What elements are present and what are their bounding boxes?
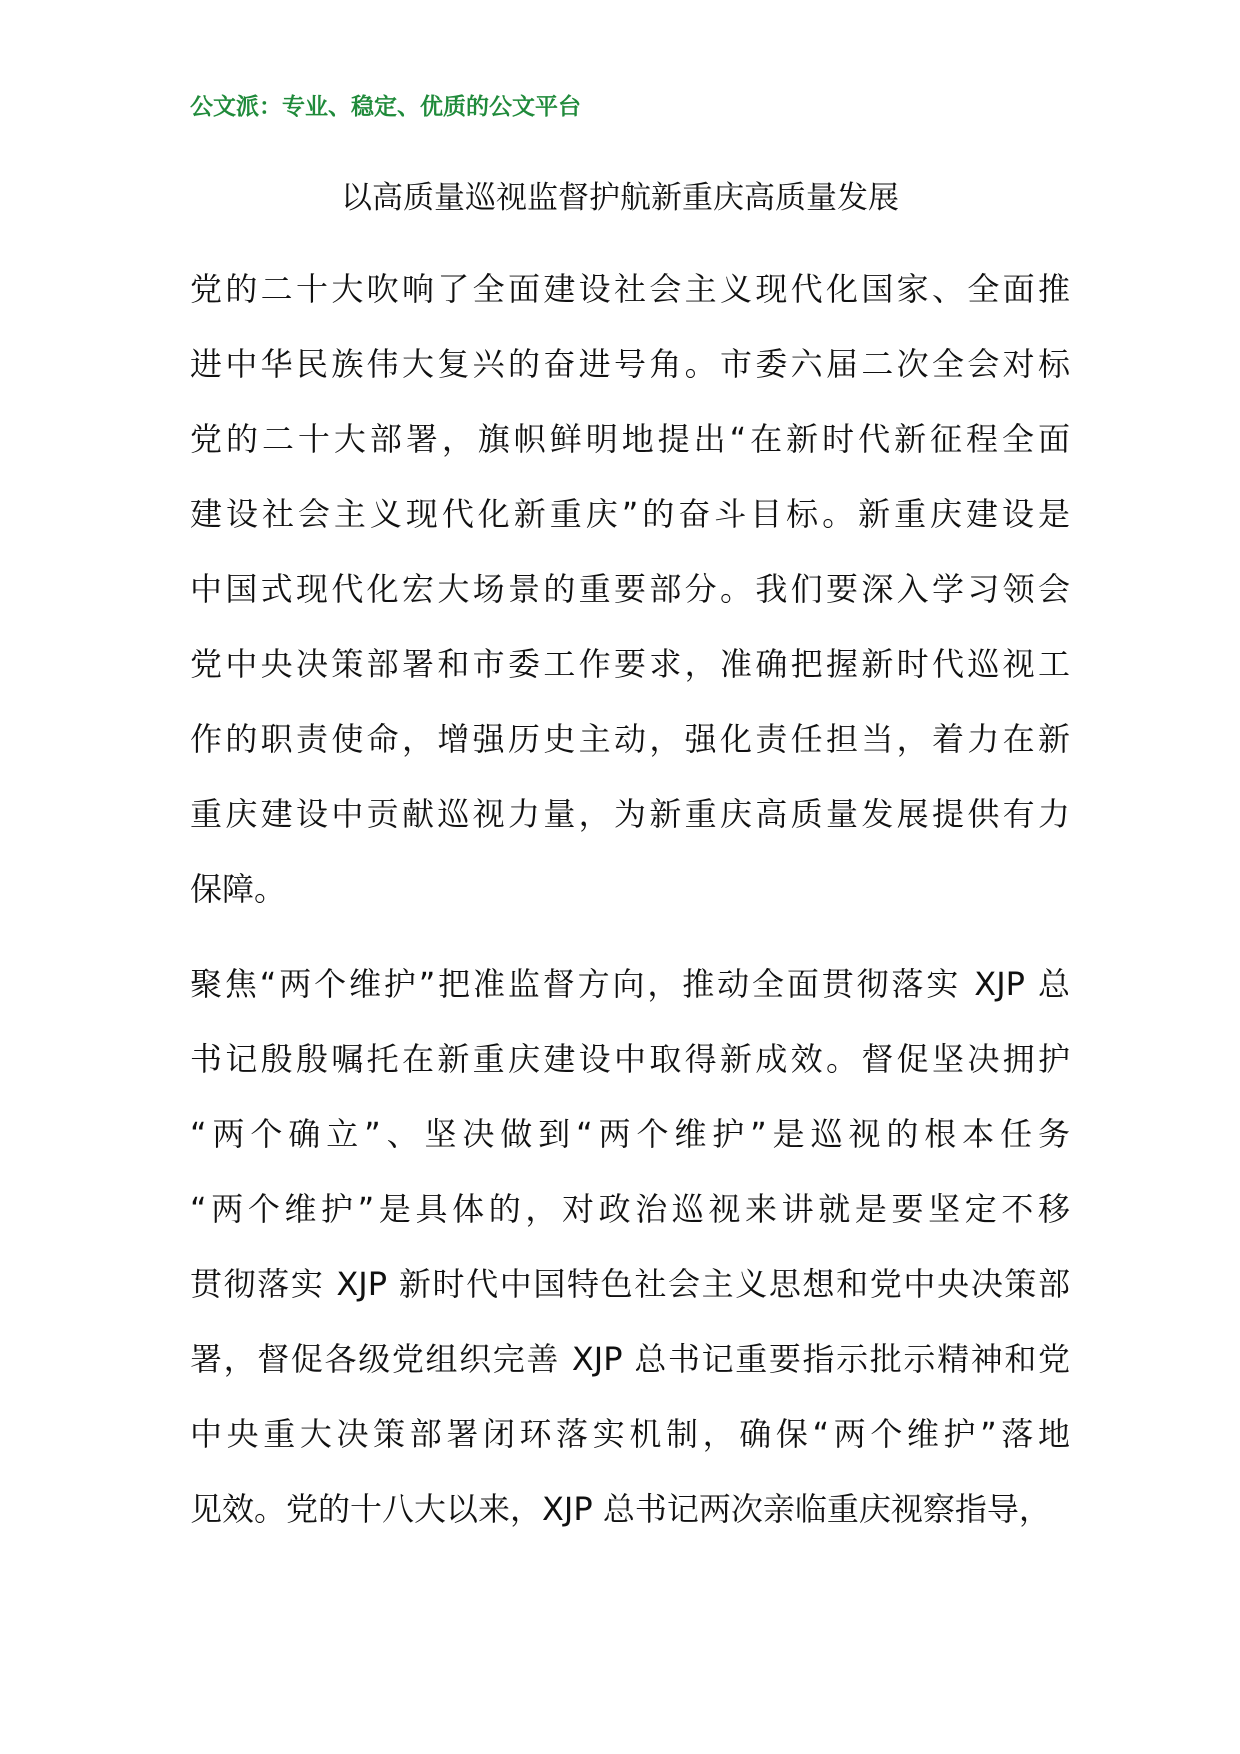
paragraph-line: 中央重大决策部署闭环落实机制，确保“两个维护”落地 xyxy=(190,1415,1070,1453)
paragraph-line: “两个维护”是具体的，对政治巡视来讲就是要坚定不移 xyxy=(190,1190,1070,1228)
paragraph-line: 党的二十大部署，旗帜鲜明地提出“在新时代新征程全面 xyxy=(190,420,1070,458)
paragraph-line: “两个确立”、坚决做到“两个维护”是巡视的根本任务 xyxy=(190,1115,1070,1153)
paragraph-line: 聚焦“两个维护”把准监督方向，推动全面贯彻落实 XJP 总 xyxy=(190,965,1070,1003)
paragraph-line: 保障。 xyxy=(190,870,287,908)
paragraph-line: 进中华民族伟大复兴的奋进号角。市委六届二次全会对标 xyxy=(190,345,1070,383)
paragraph-line: 书记殷殷嘱托在新重庆建设中取得新成效。督促坚决拥护 xyxy=(190,1040,1070,1078)
paragraph-line: 见效。党的十八大以来，XJP 总书记两次亲临重庆视察指导， xyxy=(190,1490,1051,1528)
paragraph-line: 贯彻落实 XJP 新时代中国特色社会主义思想和党中央决策部 xyxy=(190,1265,1070,1303)
paragraph-line: 作的职责使命，增强历史主动，强化责任担当，着力在新 xyxy=(190,720,1070,758)
paragraph-line: 重庆建设中贡献巡视力量，为新重庆高质量发展提供有力 xyxy=(190,795,1070,833)
paragraph-line: 党中央决策部署和市委工作要求，准确把握新时代巡视工 xyxy=(190,645,1070,683)
paragraph-1 xyxy=(190,252,1070,927)
paragraph-line: 党的二十大吹响了全面建设社会主义现代化国家、全面推 xyxy=(190,270,1070,308)
brand-header: 公文派：专业、稳定、优质的公文平台 xyxy=(190,93,581,120)
document-title: 以高质量巡视监督护航新重庆高质量发展 xyxy=(341,180,899,216)
paragraph-2 xyxy=(190,947,1070,1547)
paragraph-line: 建设社会主义现代化新重庆”的奋斗目标。新重庆建设是 xyxy=(190,495,1070,533)
paragraph-line: 中国式现代化宏大场景的重要部分。我们要深入学习领会 xyxy=(190,570,1070,608)
paragraph-line: 署，督促各级党组织完善 XJP 总书记重要指示批示精神和党 xyxy=(190,1340,1070,1378)
